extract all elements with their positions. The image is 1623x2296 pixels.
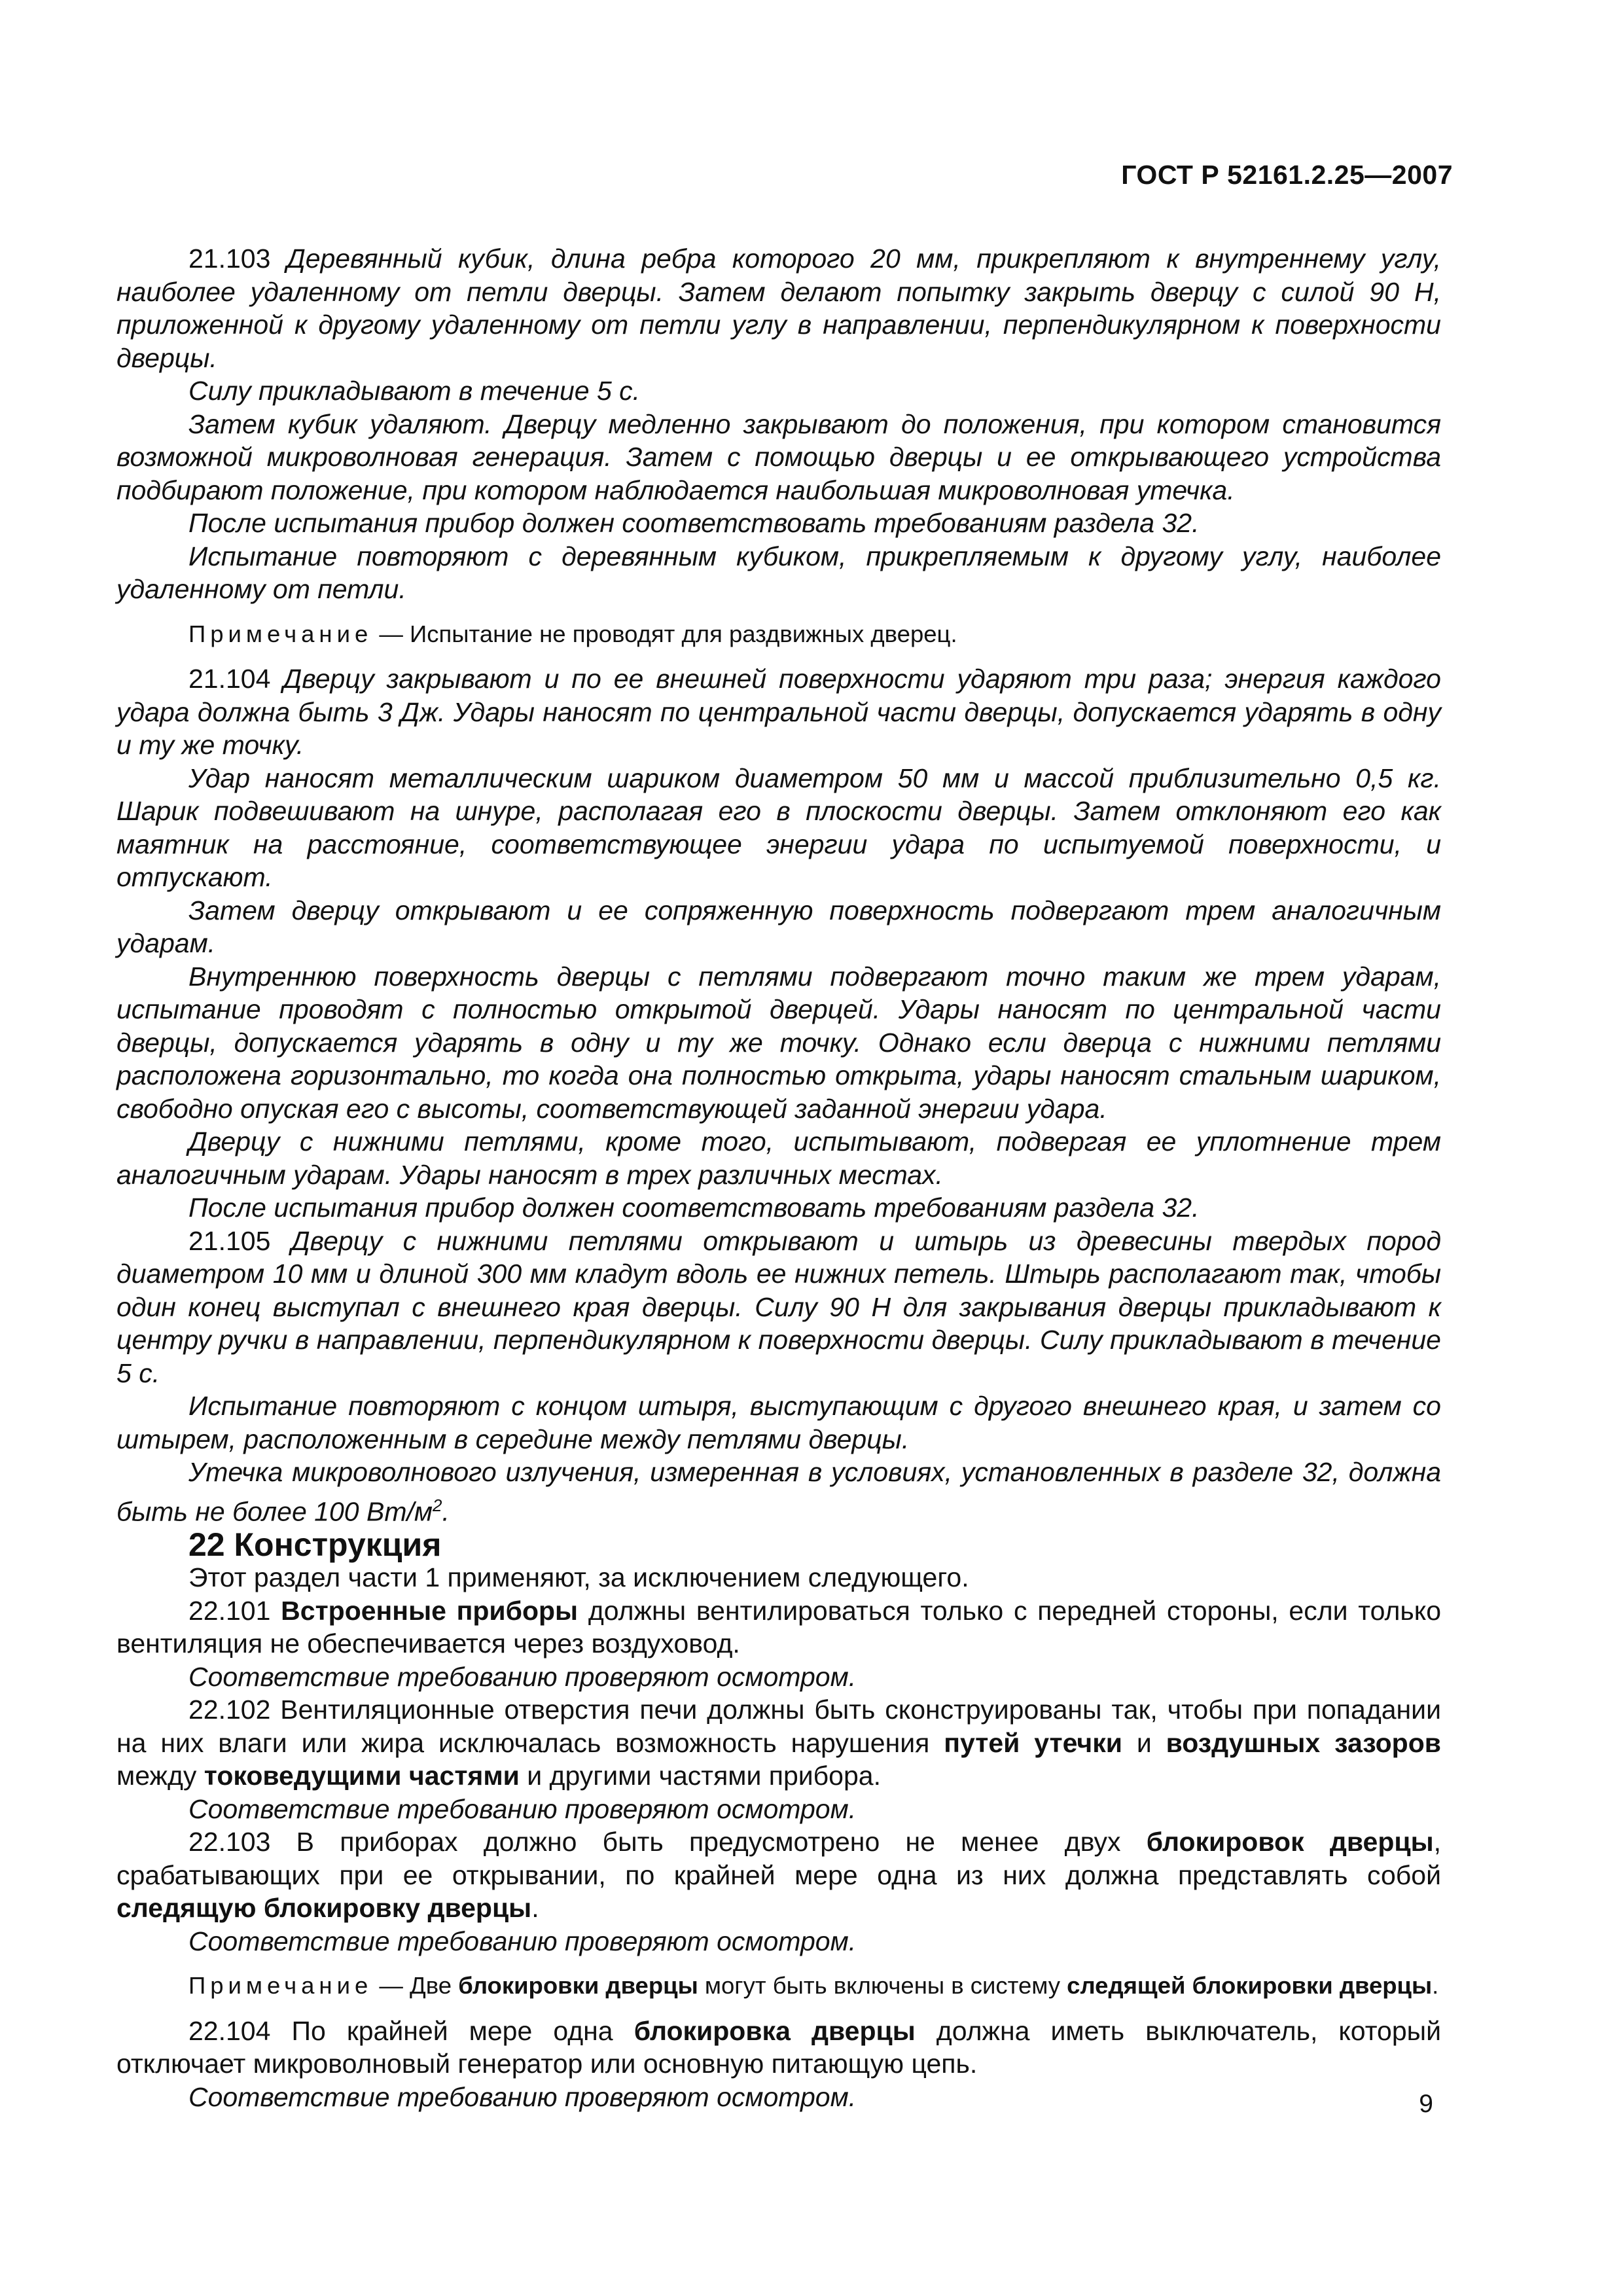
text-run: и	[1122, 1727, 1166, 1758]
text-run: Утечка микроволнового излучения, измеренная в условиях, установленных в разделе 32, должна быть не более 100 Вт/м	[116, 1457, 1441, 1527]
superscript: 2	[432, 1495, 442, 1515]
text-run: .	[1432, 1972, 1439, 2000]
paragraph	[116, 507, 1441, 540]
note-label: Примечание	[188, 1972, 373, 2000]
paragraph	[116, 1456, 1441, 1528]
text-run: .	[531, 1893, 539, 1924]
note-paragraph	[116, 618, 1441, 651]
paragraph	[116, 374, 1441, 408]
defined-term: Встроенные приборы	[281, 1595, 579, 1626]
paragraph	[116, 1125, 1441, 1191]
text-run: 22 Конструкция	[188, 1526, 442, 1563]
defined-term: воздушных зазоров	[1166, 1727, 1441, 1758]
text-run: .	[442, 1496, 450, 1527]
paragraph	[116, 1825, 1441, 1925]
clause-number: 21.105	[188, 1225, 271, 1256]
text-run: Соответствие требованию проверяют осмотром.	[188, 1793, 857, 1824]
text-run: Соответствие требованию проверяют осмотром.	[188, 2081, 857, 2112]
paragraph	[116, 1594, 1441, 1660]
text-run: , срабатывающих при ее открывании, по крайней мере одна из них должна представлять собой	[116, 1827, 1441, 1890]
text-run: По крайней мере одна	[270, 2015, 634, 2046]
text-run	[270, 1596, 281, 1626]
note-label: Примечание	[188, 620, 373, 647]
text-run: и другими частями прибора.	[519, 1761, 881, 1791]
paragraph	[116, 2015, 1441, 2081]
paragraph	[116, 242, 1441, 374]
text-run: Дверцу с нижними петлями, кроме того, испытывают, подвергая ее уплотнение трем аналогичным ударам. Удары наносят в трех различных местах.	[116, 1126, 1441, 1190]
paragraph	[116, 408, 1441, 507]
text-run: Вентиляционные отверстия печи должны быть сконструированы так, чтобы при попадании на них влаги или жира исключалась возможность нарушения	[116, 1695, 1441, 1758]
paragraph	[116, 960, 1441, 1126]
text-run: Затем кубик удаляют. Дверцу медленно закрывают до положения, при котором становится возможной микроволновая генерация. Затем с помощью дверцы и ее открывающего устройства подбирают положение, при котором наблюдается наибольшая микроволновая утечка.	[116, 408, 1441, 505]
document-header-id: ГОСТ Р 52161.2.25—2007	[1121, 160, 1453, 190]
text-run: Испытание повторяют с деревянным кубиком, прикрепляемым к другому углу, наиболее удаленному от петли.	[116, 541, 1441, 604]
paragraph	[116, 1561, 1441, 1594]
text-run: Соответствие требованию проверяют осмотром.	[188, 1661, 857, 1692]
text-run: Дверцу с нижними петлями открывают и штырь из древесины твердых пород диаметром 10 мм и длиной 300 мм кладут вдоль ее нижних петель. Штырь располагают так, чтобы один конец выступал с внешнего края дверцы. Силу 90 Н для закрывания дверцы прикладывают к центру ручки в направлении, перпендикулярном к поверхности дверцы. Силу прикладывают в течение 5 с.	[116, 1225, 1441, 1388]
text-run: Испытание повторяют с концом штыря, выступающим с другого внешнего края, и затем со штырем, расположенным в середине между петлями дверцы.	[116, 1391, 1441, 1454]
defined-term: токоведущими частями	[204, 1761, 520, 1791]
clause-number: 22.101	[188, 1595, 271, 1626]
clause-number: 21.104	[188, 664, 271, 694]
clause-number: 22.103	[188, 1827, 271, 1857]
clause-number: 22.104	[188, 2015, 271, 2046]
paragraph	[116, 540, 1441, 606]
text-run: Силу прикладывают в течение 5 с.	[188, 376, 641, 406]
text-run: Затем дверцу открывают и ее сопряженную поверхность подвергают трем аналогичным ударам.	[116, 895, 1441, 958]
paragraph	[116, 1660, 1441, 1694]
clause-number: 21.103	[188, 243, 271, 274]
text-run: должна иметь выключатель, который отключает микроволновый генератор или основную питающую цепь.	[116, 2015, 1441, 2079]
text-run: между	[116, 1761, 204, 1791]
paragraph	[116, 662, 1441, 762]
defined-term: блокировка дверцы	[633, 2015, 916, 2046]
paragraph	[116, 1925, 1441, 1958]
text-run: должны вентилироваться только с передней стороны, если только вентиляция не обеспечивается через воздуховод.	[116, 1595, 1441, 1659]
text-run: могут быть включены в систему	[698, 1972, 1067, 2000]
paragraph	[116, 1225, 1441, 1390]
text-run: В приборах должно быть предусмотрено не менее двух	[270, 1827, 1147, 1857]
text-run: Этот раздел части 1 применяют, за исключением следующего.	[188, 1562, 969, 1593]
text-run: Дверцу закрывают и по ее внешней поверхности ударяют три раза; энергия каждого удара должна быть 3 Дж. Удары наносят по центральной части дверцы, допускается ударять в одну и ту же точку.	[116, 664, 1441, 760]
defined-term: блокировки дверцы	[458, 1972, 698, 2000]
defined-term: следящей блокировки дверцы	[1067, 1972, 1433, 2000]
document-body	[116, 242, 1441, 2113]
text-run: Внутреннюю поверхность дверцы с петлями подвергают точно таким же трем ударам, испытание проводят с полностью открытой дверцей. Удары наносят по центральной части дверцы, допускается ударять в одну и ту же точку. Однако если дверца с нижними петлями расположена горизонтально, то когда она полностью открыта, удары наносят стальным шариком, свободно опуская его с высоты, соответствующей заданной энергии удара.	[116, 961, 1441, 1124]
page-number: 9	[1419, 2090, 1433, 2118]
paragraph	[116, 762, 1441, 894]
text-run: После испытания прибор должен соответствовать требованиям раздела 32.	[188, 508, 1200, 538]
text-run: Деревянный кубик, длина ребра которого 20 мм, прикрепляют к внутреннему углу, наиболее удаленному от петли дверцы. Затем делают попытку закрыть дверцу с силой 90 Н, приложенной к другому удаленному от петли углу в направлении, перпендикулярном к поверхности дверцы.	[116, 243, 1441, 373]
note-paragraph	[116, 1969, 1441, 2003]
paragraph	[116, 1390, 1441, 1456]
text-run: Соответствие требованию проверяют осмотром.	[188, 1926, 857, 1956]
paragraph	[116, 1793, 1441, 1826]
paragraph	[116, 1191, 1441, 1225]
text-run: Удар наносят металлическим шариком диаметром 50 мм и массой приблизительно 0,5 кг. Шарик подвешивают на шнуре, располагая его в плоскости дверцы. Затем отклоняют его как маятник на расстояние, соответствующее энергии удара по испытуемой поверхности, и отпускают.	[116, 762, 1441, 892]
defined-term: следящую блокировку дверцы	[116, 1893, 532, 1924]
defined-term: блокировок дверцы	[1146, 1827, 1434, 1857]
paragraph	[116, 2081, 1441, 2114]
paragraph	[116, 894, 1441, 960]
text-run: После испытания прибор должен соответствовать требованиям раздела 32.	[188, 1193, 1200, 1223]
text-run: — Испытание не проводят для раздвижных дверец.	[372, 620, 957, 647]
defined-term: путей утечки	[944, 1727, 1122, 1758]
section-heading	[116, 1528, 1441, 1562]
paragraph	[116, 1693, 1441, 1793]
text-run: — Две	[372, 1972, 459, 2000]
clause-number: 22.102	[188, 1695, 271, 1725]
